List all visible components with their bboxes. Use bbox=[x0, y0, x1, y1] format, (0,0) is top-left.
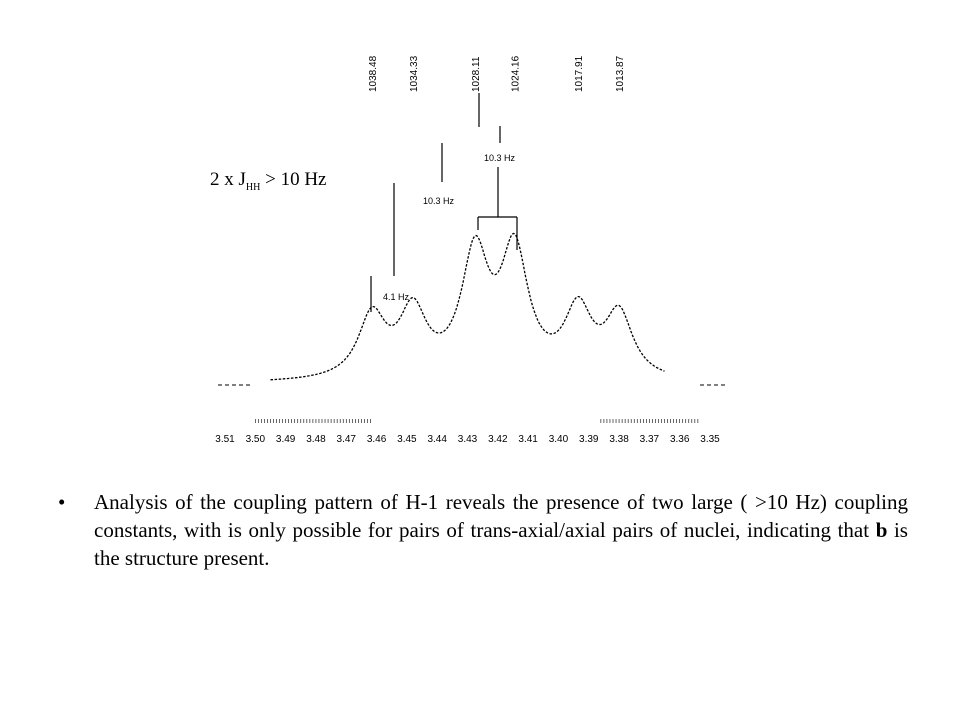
peak-label: 1038.48 bbox=[368, 55, 380, 92]
peak-label: 1013.87 bbox=[615, 55, 627, 92]
x-tick-label: 3.39 bbox=[579, 434, 599, 445]
coupling-label: 10.3 Hz bbox=[484, 153, 516, 163]
coupling-label: 10.3 Hz bbox=[423, 196, 455, 206]
peak-label: 1028.11 bbox=[471, 56, 483, 92]
coupling-label: 4.1 Hz bbox=[383, 292, 410, 302]
spectrum-trace bbox=[218, 234, 728, 386]
spectrum-line bbox=[271, 234, 665, 380]
x-tick-label: 3.50 bbox=[245, 434, 266, 445]
x-tick-label: 3.44 bbox=[427, 434, 447, 445]
x-tick-label: 3.37 bbox=[639, 434, 660, 445]
x-tick-label: 3.42 bbox=[488, 434, 508, 445]
analysis-bullet bbox=[58, 488, 908, 572]
x-tick-label: 3.43 bbox=[457, 434, 478, 445]
x-tick-label: 3.47 bbox=[336, 434, 356, 445]
coupling-tree bbox=[371, 93, 517, 312]
analysis-text: Analysis of the coupling pattern of H-1 reveals the presence of two large ( >10 Hz) coupling constants, with is only possible for pairs of trans-axial/axial pairs of nuclei, indicating that b is the structure present. bbox=[94, 490, 908, 570]
x-tick-label: 3.40 bbox=[548, 434, 569, 445]
bullet-marker: • bbox=[58, 490, 66, 514]
x-tick-label: 3.48 bbox=[306, 434, 326, 445]
peak-frequency-labels bbox=[368, 55, 626, 92]
x-tick-label: 3.38 bbox=[609, 434, 629, 445]
x-tick-label: 3.41 bbox=[518, 434, 538, 445]
x-tick-label: 3.51 bbox=[215, 434, 235, 445]
x-tick-label: 3.35 bbox=[700, 434, 720, 445]
coupling-constant-note: 2 x $J_{HH} > 10$ Hz bbox=[210, 169, 327, 193]
peak-label: 1024.16 bbox=[510, 55, 522, 92]
x-axis bbox=[215, 419, 720, 445]
x-tick-label: 3.46 bbox=[366, 434, 387, 445]
x-tick-label: 3.45 bbox=[397, 434, 417, 445]
x-tick-label: 3.49 bbox=[275, 434, 296, 445]
peak-label: 1034.33 bbox=[408, 55, 420, 92]
peak-label: 1017.91 bbox=[574, 55, 586, 92]
x-tick-label: 3.36 bbox=[669, 434, 690, 445]
